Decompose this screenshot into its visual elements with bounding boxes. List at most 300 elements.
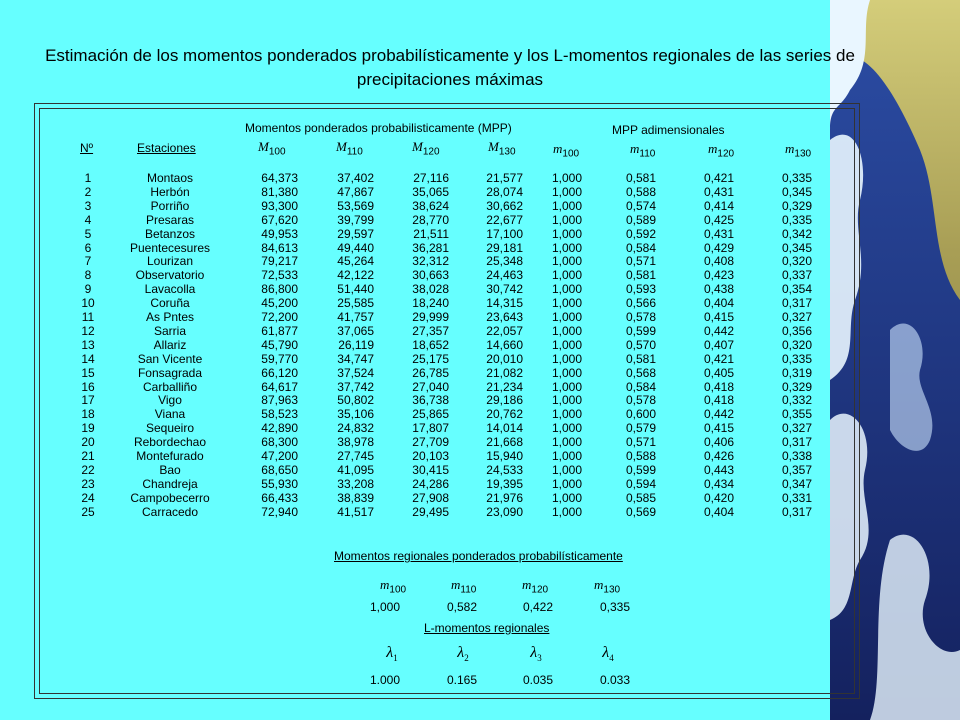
m130-value: 0,345 [781,240,812,255]
row-number: 20 [81,435,95,450]
m120-value: 0,421 [703,351,734,366]
lambda2-value: 0.165 [446,673,478,687]
M110-value: 42,122 [337,268,374,283]
m110-value: 0,574 [625,198,656,213]
M100-value: 59,770 [261,351,298,366]
m130-value: 0,320 [781,337,812,352]
M130-value: 25,348 [486,254,523,269]
m130-value: 0,342 [781,226,812,241]
station-name: Chandreja [142,476,198,491]
m120-value: 0,414 [703,198,734,213]
M100-value: 64,373 [261,171,298,185]
row-number: 2 [84,184,92,199]
m120-value: 0,418 [703,379,734,394]
m100-value: 1,000 [551,407,582,422]
M100-value: 79,217 [261,254,298,269]
lambda1-value: 1.000 [369,673,401,687]
table-row [0,505,960,519]
M120-value: 38,624 [412,198,449,213]
row-number: 15 [81,365,95,380]
m120-value: 0,429 [703,240,734,255]
m100-value: 1,000 [551,171,582,185]
station-name: Sarria [153,323,186,338]
station-name: Lavacolla [144,282,196,297]
m120-value: 0,407 [703,337,734,352]
m110-value: 0,584 [625,379,656,394]
m130-value: 0,355 [781,407,812,422]
m110-value: 0,588 [625,449,656,463]
m130-value: 0,356 [781,323,812,338]
M110-value: 41,095 [337,462,374,477]
m120-value: 0,431 [703,184,734,199]
col-header-m110: $m_{110}$ [630,141,656,160]
m110-value: 0,569 [625,504,656,519]
m110-value: 0,585 [625,490,656,505]
m120-value: 0,443 [703,462,734,477]
m100-value: 1,000 [551,351,582,366]
station-name: Montaos [146,171,194,185]
M120-value: 29,495 [412,504,449,519]
regional-m130-value: 0,335 [599,600,631,614]
M130-value: 23,643 [486,310,523,324]
M130-value: 30,742 [486,282,523,297]
m100-value: 1,000 [551,462,582,477]
station-name: Fonsagrada [137,365,203,380]
lmoments-title: L-momentos regionales [424,621,550,635]
M120-value: 27,040 [412,379,449,394]
M120-value: 21,511 [413,226,449,241]
mpp-group-header: Momentos ponderados probabilisticamente (MPP) [245,121,512,135]
M100-value: 55,930 [261,476,298,491]
m110-value: 0,600 [625,407,656,422]
M100-value: 45,200 [261,296,298,311]
m120-value: 0,434 [703,476,734,491]
M100-value: 66,433 [261,490,298,505]
M100-value: 86,800 [261,282,298,297]
row-number: 16 [81,379,95,394]
M120-value: 27,908 [412,490,449,505]
station-name: Herbón [150,184,190,199]
table-row [0,254,960,268]
M130-value: 22,677 [486,212,523,227]
M110-value: 37,742 [337,379,374,394]
m120-value: 0,442 [703,407,734,422]
regional-m130-label: $m_{130}$ [594,577,621,596]
station-name: Carracedo [141,504,199,519]
M120-value: 27,709 [412,435,449,450]
station-name: As Pntes [145,310,195,324]
M120-value: 25,175 [412,351,449,366]
m120-value: 0,415 [703,310,734,324]
regional-m110-value: 0,582 [446,600,478,614]
m130-value: 0,329 [781,198,812,213]
station-name: Observatorio [135,268,205,283]
table-row [0,435,960,449]
m100-value: 1,000 [551,240,582,255]
M100-value: 84,613 [261,240,298,255]
M120-value: 27,357 [412,323,449,338]
row-number: 17 [81,393,95,408]
regional-m110-label: $m_{110}$ [451,577,477,596]
m100-value: 1,000 [551,198,582,213]
m110-value: 0,581 [625,268,656,283]
M130-value: 20,762 [486,407,523,422]
m130-value: 0,354 [781,282,812,297]
m120-value: 0,420 [703,490,734,505]
table-row [0,449,960,463]
m130-value: 0,320 [781,254,812,269]
M110-value: 47,867 [337,184,374,199]
lambda3-value: 0.035 [522,673,554,687]
col-header-M110: $M_{110}$ [336,139,363,158]
M120-value: 35,065 [412,184,449,199]
m120-value: 0,431 [703,226,734,241]
M130-value: 21,577 [486,171,523,185]
m100-value: 1,000 [551,323,582,338]
M120-value: 32,312 [412,254,449,269]
m110-value: 0,570 [625,337,656,352]
M110-value: 26,119 [338,337,374,352]
M130-value: 21,082 [486,365,523,380]
M100-value: 72,940 [261,504,298,519]
regional-m120-label: $m_{120}$ [522,577,549,596]
station-name: Allariz [153,337,187,352]
col-header-m130: $m_{130}$ [785,141,812,160]
M100-value: 68,650 [261,462,298,477]
m100-value: 1,000 [551,212,582,227]
lambda1-label: $\lambda_1$ [386,644,398,664]
table-row [0,171,960,185]
table-row [0,366,960,380]
m110-value: 0,599 [625,462,656,477]
table-row [0,310,960,324]
station-name: Vigo [158,393,182,408]
table-row [0,491,960,505]
table-row [0,324,960,338]
m110-value: 0,566 [625,296,656,311]
row-number: 9 [84,282,92,297]
m110-value: 0,584 [625,240,656,255]
col-header-m120: $m_{120}$ [708,141,735,160]
m100-value: 1,000 [551,449,582,463]
M110-value: 38,839 [337,490,374,505]
m130-value: 0,347 [781,476,812,491]
M130-value: 17,100 [486,226,523,241]
m120-value: 0,418 [703,393,734,408]
col-header-number: Nº [80,141,94,155]
col-header-M100: $M_{100}$ [258,139,286,158]
m120-value: 0,442 [703,323,734,338]
table-row [0,185,960,199]
station-name: San Vicente [137,351,203,366]
m110-value: 0,571 [625,435,656,450]
m110-value: 0,571 [625,254,656,269]
M100-value: 45,790 [261,337,298,352]
adim-group-header: MPP adimensionales [612,123,725,137]
row-number: 3 [84,198,92,213]
m120-value: 0,423 [703,268,734,283]
m130-value: 0,345 [781,184,812,199]
m100-value: 1,000 [551,254,582,269]
row-number: 25 [81,504,95,519]
m130-value: 0,335 [781,171,812,185]
station-name: Carballiño [142,379,198,394]
M120-value: 30,415 [412,462,449,477]
M110-value: 37,524 [337,365,374,380]
row-number: 8 [84,268,92,283]
M100-value: 72,200 [261,310,298,324]
M130-value: 24,463 [486,268,523,283]
row-number: 21 [81,449,95,463]
M110-value: 39,799 [337,212,374,227]
m100-value: 1,000 [551,365,582,380]
table-row [0,338,960,352]
m110-value: 0,599 [625,323,656,338]
lambda4-value: 0.033 [599,673,631,687]
regional-m120-value: 0,422 [522,600,554,614]
M120-value: 24,286 [412,476,449,491]
M110-value: 37,402 [337,171,374,185]
M110-value: 38,978 [337,435,374,450]
page-title: Estimación de los momentos ponderados probabilísticamente y los L-momentos regionales de las series de precipitaciones máximas [45,46,855,89]
M120-value: 28,770 [412,212,449,227]
m110-value: 0,581 [625,351,656,366]
M120-value: 17,807 [412,421,449,436]
M100-value: 81,380 [261,184,298,199]
station-name: Bao [159,462,181,477]
col-header-stations: Estaciones [137,141,196,155]
M130-value: 14,315 [486,296,523,311]
lambda4-label: $\lambda_4$ [602,644,614,664]
m100-value: 1,000 [551,337,582,352]
M110-value: 50,802 [337,393,374,408]
col-header-m100: $m_{100}$ [553,141,580,160]
M130-value: 15,940 [486,449,523,463]
m100-value: 1,000 [551,296,582,311]
m120-value: 0,406 [703,435,734,450]
m110-value: 0,578 [625,310,656,324]
M130-value: 14,014 [486,421,523,436]
station-name: Coruña [150,296,190,311]
table-row [0,213,960,227]
m120-value: 0,415 [703,421,734,436]
M100-value: 42,890 [261,421,298,436]
M120-value: 27,116 [413,171,449,185]
station-name: Rebordechao [133,435,207,450]
regional-m100-value: 1,000 [369,600,401,614]
m100-value: 1,000 [551,435,582,450]
m110-value: 0,594 [625,476,656,491]
M100-value: 87,963 [261,393,298,408]
row-number: 10 [81,296,95,311]
M120-value: 20,103 [412,449,449,463]
m110-value: 0,578 [625,393,656,408]
table-row [0,477,960,491]
m130-value: 0,337 [781,268,812,283]
m120-value: 0,404 [703,296,734,311]
row-number: 22 [81,462,95,477]
lambda3-label: $\lambda_3$ [530,644,542,664]
row-number: 7 [84,254,92,269]
row-number: 11 [81,310,95,324]
M110-value: 33,208 [337,476,374,491]
M130-value: 29,181 [486,240,523,255]
station-name: Montefurado [136,449,204,463]
M130-value: 24,533 [486,462,523,477]
M100-value: 68,300 [261,435,298,450]
table-row [0,199,960,213]
m100-value: 1,000 [551,282,582,297]
table-row [0,352,960,366]
station-name: Porriño [150,198,190,213]
M100-value: 58,523 [261,407,298,422]
row-number: 4 [84,212,92,227]
M130-value: 22,057 [486,323,523,338]
m120-value: 0,438 [703,282,734,297]
M120-value: 36,281 [412,240,449,255]
station-name: Sequeiro [145,421,195,436]
m130-value: 0,329 [781,379,812,394]
lambda2-label: $\lambda_2$ [457,644,469,664]
M120-value: 36,738 [412,393,449,408]
M130-value: 14,660 [486,337,523,352]
m130-value: 0,338 [781,449,812,463]
m100-value: 1,000 [551,184,582,199]
regional-m100-label: $m_{100}$ [380,577,407,596]
m130-value: 0,331 [781,490,812,505]
M110-value: 27,745 [337,449,374,463]
m110-value: 0,592 [625,226,656,241]
M100-value: 93,300 [261,198,298,213]
row-number: 6 [84,240,92,255]
table-row [0,241,960,255]
M110-value: 34,747 [337,351,374,366]
table-row [0,393,960,407]
m130-value: 0,335 [781,351,812,366]
M110-value: 35,106 [337,407,374,422]
m120-value: 0,426 [703,449,734,463]
M110-value: 45,264 [337,254,374,269]
M130-value: 30,662 [486,198,523,213]
station-name: Presaras [145,212,195,227]
m120-value: 0,408 [703,254,734,269]
M130-value: 29,186 [486,393,523,408]
M110-value: 24,832 [337,421,374,436]
row-number: 23 [81,476,95,491]
m110-value: 0,589 [625,212,656,227]
m110-value: 0,581 [625,171,656,185]
M130-value: 21,668 [486,435,523,450]
M100-value: 49,953 [261,226,298,241]
m110-value: 0,568 [625,365,656,380]
station-name: Puentecesures [129,240,211,255]
m100-value: 1,000 [551,490,582,505]
col-header-M120: $M_{120}$ [412,139,440,158]
m100-value: 1,000 [551,268,582,283]
m100-value: 1,000 [551,421,582,436]
m100-value: 1,000 [551,379,582,394]
table-row [0,282,960,296]
m100-value: 1,000 [551,226,582,241]
m130-value: 0,317 [781,504,812,519]
M110-value: 37,065 [337,323,374,338]
m100-value: 1,000 [551,393,582,408]
M130-value: 20,010 [486,351,523,366]
table-row [0,407,960,421]
row-number: 24 [81,490,95,505]
col-header-M130: $M_{130}$ [488,139,516,158]
m100-value: 1,000 [551,310,582,324]
M110-value: 29,597 [337,226,374,241]
m130-value: 0,335 [781,212,812,227]
m120-value: 0,404 [703,504,734,519]
m120-value: 0,421 [703,171,734,185]
M110-value: 41,517 [337,504,374,519]
m110-value: 0,593 [625,282,656,297]
m130-value: 0,332 [781,393,812,408]
M100-value: 72,533 [261,268,298,283]
m130-value: 0,357 [781,462,812,477]
M110-value: 51,440 [337,282,374,297]
M120-value: 25,865 [412,407,449,422]
M130-value: 21,234 [486,379,523,394]
row-number: 14 [81,351,95,366]
station-name: Betanzos [144,226,196,241]
M110-value: 49,440 [337,240,374,255]
m130-value: 0,327 [781,421,812,436]
M100-value: 66,120 [261,365,298,380]
row-number: 1 [84,171,92,185]
m120-value: 0,405 [703,365,734,380]
row-number: 19 [81,421,95,436]
M130-value: 28,074 [486,184,523,199]
M130-value: 19,395 [486,476,523,491]
m100-value: 1,000 [551,476,582,491]
m100-value: 1,000 [551,504,582,519]
row-number: 5 [84,226,92,241]
M100-value: 47,200 [261,449,298,463]
table-row [0,380,960,394]
table-row [0,227,960,241]
M110-value: 25,585 [337,296,374,311]
M110-value: 41,757 [337,310,374,324]
table-row [0,463,960,477]
station-name: Viana [154,407,186,422]
row-number: 12 [81,323,95,338]
m130-value: 0,317 [781,296,812,311]
M100-value: 64,617 [261,379,298,394]
regional-mpp-title: Momentos regionales ponderados probabilísticamente [334,549,623,563]
station-name: Campobecerro [130,490,210,505]
M120-value: 29,999 [412,310,449,324]
m110-value: 0,579 [625,421,656,436]
M120-value: 30,663 [412,268,449,283]
m110-value: 0,588 [625,184,656,199]
M100-value: 61,877 [261,323,298,338]
M120-value: 18,652 [412,337,449,352]
M120-value: 26,785 [412,365,449,380]
M100-value: 67,620 [261,212,298,227]
m120-value: 0,425 [703,212,734,227]
station-name: Lourizan [146,254,194,269]
M120-value: 38,028 [412,282,449,297]
m130-value: 0,317 [781,435,812,450]
M130-value: 23,090 [486,504,523,519]
m130-value: 0,327 [781,310,812,324]
M130-value: 21,976 [486,490,523,505]
m130-value: 0,319 [781,365,812,380]
table-row [0,421,960,435]
